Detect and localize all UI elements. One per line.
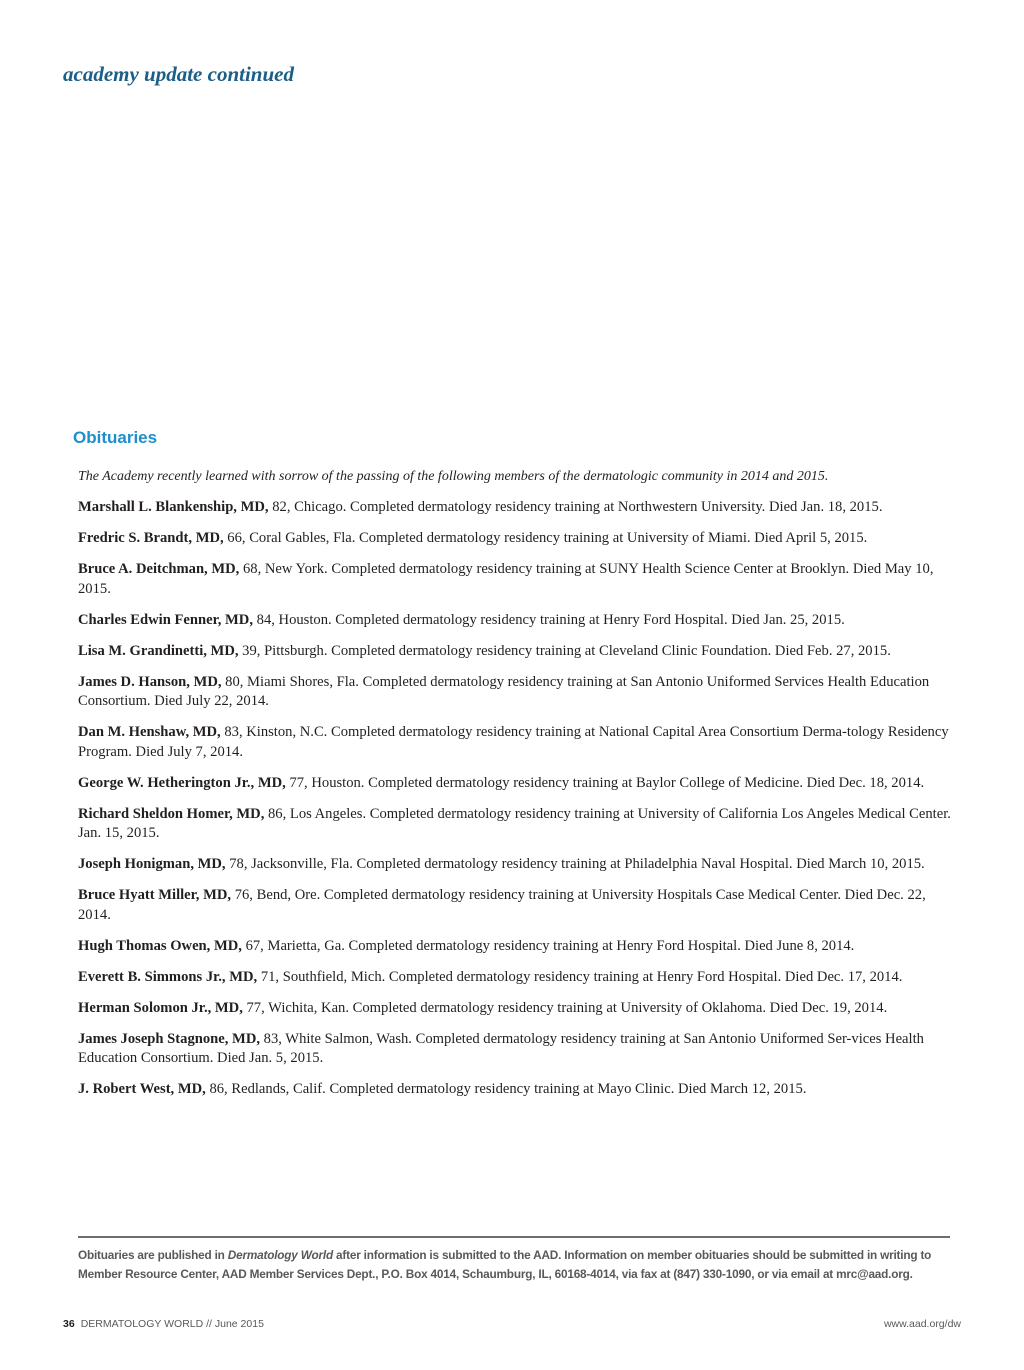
obituary-list	[78, 498, 956, 1111]
obituary-details: 77, Wichita, Kan. Completed dermatology residency training at University of Oklahoma. Died Dec. 19, 2014.	[242, 999, 888, 1016]
obituary-details: 77, Houston. Completed dermatology residency training at Baylor College of Medicine. Died Dec. 18, 2014.	[285, 774, 925, 791]
obituary-details: 71, Southfield, Mich. Completed dermatology residency training at Henry Ford Hospital. Died Dec. 17, 2014.	[257, 968, 903, 985]
obituary-name: Hugh Thomas Owen, MD,	[78, 937, 242, 954]
publication-info: DERMATOLOGY WORLD // June 2015	[80, 1318, 264, 1330]
obituary-entry	[78, 855, 956, 875]
obituary-entry	[78, 673, 956, 712]
obituary-name: George W. Hetherington Jr., MD,	[78, 774, 286, 791]
obituary-name: J. Robert West, MD,	[78, 1081, 206, 1097]
page-number: 36	[63, 1318, 75, 1330]
obituary-details: 80, Miami Shores, Fla. Completed dermatology residency training at San Antonio Uniformed Services Health Education Consortium. Died July 22, 2014.	[78, 673, 930, 709]
obituary-name: Joseph Honigman, MD,	[78, 856, 226, 872]
obituary-entry	[78, 937, 956, 957]
obituary-entry	[78, 805, 956, 844]
submission-note-prefix: Obituaries are published in	[78, 1248, 228, 1262]
obituary-entry	[78, 886, 956, 925]
obituary-details: 86, Redlands, Calif. Completed dermatology residency training at Mayo Clinic. Died March 12, 2015.	[205, 1081, 807, 1097]
submission-note	[78, 1246, 956, 1284]
obituary-name: Bruce Hyatt Miller, MD,	[78, 887, 232, 903]
obituary-details: 83, Kinston, N.C. Completed dermatology residency training at National Capital Area Consortium Derma-tology Residency Program. Died July 7, 2014.	[78, 724, 949, 760]
obituary-details: 83, White Salmon, Wash. Completed dermatology residency training at San Antonio Uniformed Ser-vices Health Education Consortium. Died Jan. 5, 2015.	[78, 1030, 924, 1066]
obituary-name: Marshall L. Blankenship, MD,	[78, 499, 269, 515]
obituary-entry	[78, 498, 956, 518]
obituary-details: 84, Houston. Completed dermatology residency training at Henry Ford Hospital. Died Jan. 25, 2015.	[253, 611, 845, 628]
obituary-entry	[78, 774, 956, 794]
submission-note-suffix: after information is submitted to the AAD. Information on member obituaries should be submitted in writing to Member Resource Center, AAD Member Services Dept., P.O. Box 4014, Schaumburg, IL, 60168-4014, via fax at (847) 330-1090, or via email at mrc@aad.org.	[78, 1248, 932, 1281]
obituary-name: Fredric S. Brandt, MD,	[78, 530, 224, 546]
obituary-name: James D. Hanson, MD,	[78, 673, 222, 690]
obituary-details: 67, Marietta, Ga. Completed dermatology residency training at Henry Ford Hospital. Died June 8, 2014.	[241, 937, 855, 954]
obituary-name: Everett B. Simmons Jr., MD,	[78, 968, 258, 985]
obituary-name: Charles Edwin Fenner, MD,	[78, 611, 253, 628]
divider	[78, 1236, 950, 1238]
obituary-details: 76, Bend, Ore. Completed dermatology residency training at University Hospitals Case Medical Center. Died Dec. 22, 2014.	[78, 887, 926, 923]
obituary-entry	[78, 529, 956, 549]
obituary-details: 39, Pittsburgh. Completed dermatology residency training at Cleveland Clinic Foundation. Died Feb. 27, 2015.	[238, 642, 891, 659]
obituary-name: Dan M. Henshaw, MD,	[78, 724, 221, 740]
obituary-details: 86, Los Angeles. Completed dermatology residency training at University of California Los Angeles Medical Center. Jan. 15, 2015.	[78, 805, 951, 841]
obituary-entry	[78, 642, 956, 662]
obituary-name: James Joseph Stagnone, MD,	[78, 1030, 261, 1047]
obituary-details: 66, Coral Gables, Fla. Completed dermatology residency training at University of Miami. Died April 5, 2015.	[223, 530, 868, 546]
obituary-name: Bruce A. Deitchman, MD,	[78, 561, 240, 577]
obituary-details: 78, Jacksonville, Fla. Completed dermatology residency training at Philadelphia Naval Hospital. Died March 10, 2015.	[225, 856, 925, 872]
obituary-details: 82, Chicago. Completed dermatology residency training at Northwestern University. Died Jan. 18, 2015.	[268, 499, 883, 515]
obituary-name: Richard Sheldon Homer, MD,	[78, 805, 265, 822]
footer-url: www.aad.org/dw	[883, 1318, 961, 1330]
obituary-entry	[78, 1080, 956, 1100]
obituary-entry	[78, 723, 956, 762]
obituary-entry	[78, 968, 956, 988]
obituary-entry	[78, 999, 956, 1019]
section-header: academy update continued	[63, 62, 294, 86]
obituary-entry	[78, 611, 956, 631]
page-footer	[63, 1318, 264, 1330]
obituary-entry	[78, 560, 956, 599]
journal-title: Dermatology World	[227, 1248, 333, 1262]
obituary-name: Lisa M. Grandinetti, MD,	[78, 642, 239, 659]
obituary-entry	[78, 1030, 956, 1069]
obituary-details: 68, New York. Completed dermatology residency training at SUNY Health Science Center at Brooklyn. Died May 10, 2015.	[78, 561, 934, 597]
obituary-name: Herman Solomon Jr., MD,	[78, 999, 243, 1016]
obituaries-heading: Obituaries	[73, 428, 158, 447]
obituaries-intro: The Academy recently learned with sorrow of the passing of the following members of the dermatologic community in 2014 and 2015.	[78, 469, 829, 484]
